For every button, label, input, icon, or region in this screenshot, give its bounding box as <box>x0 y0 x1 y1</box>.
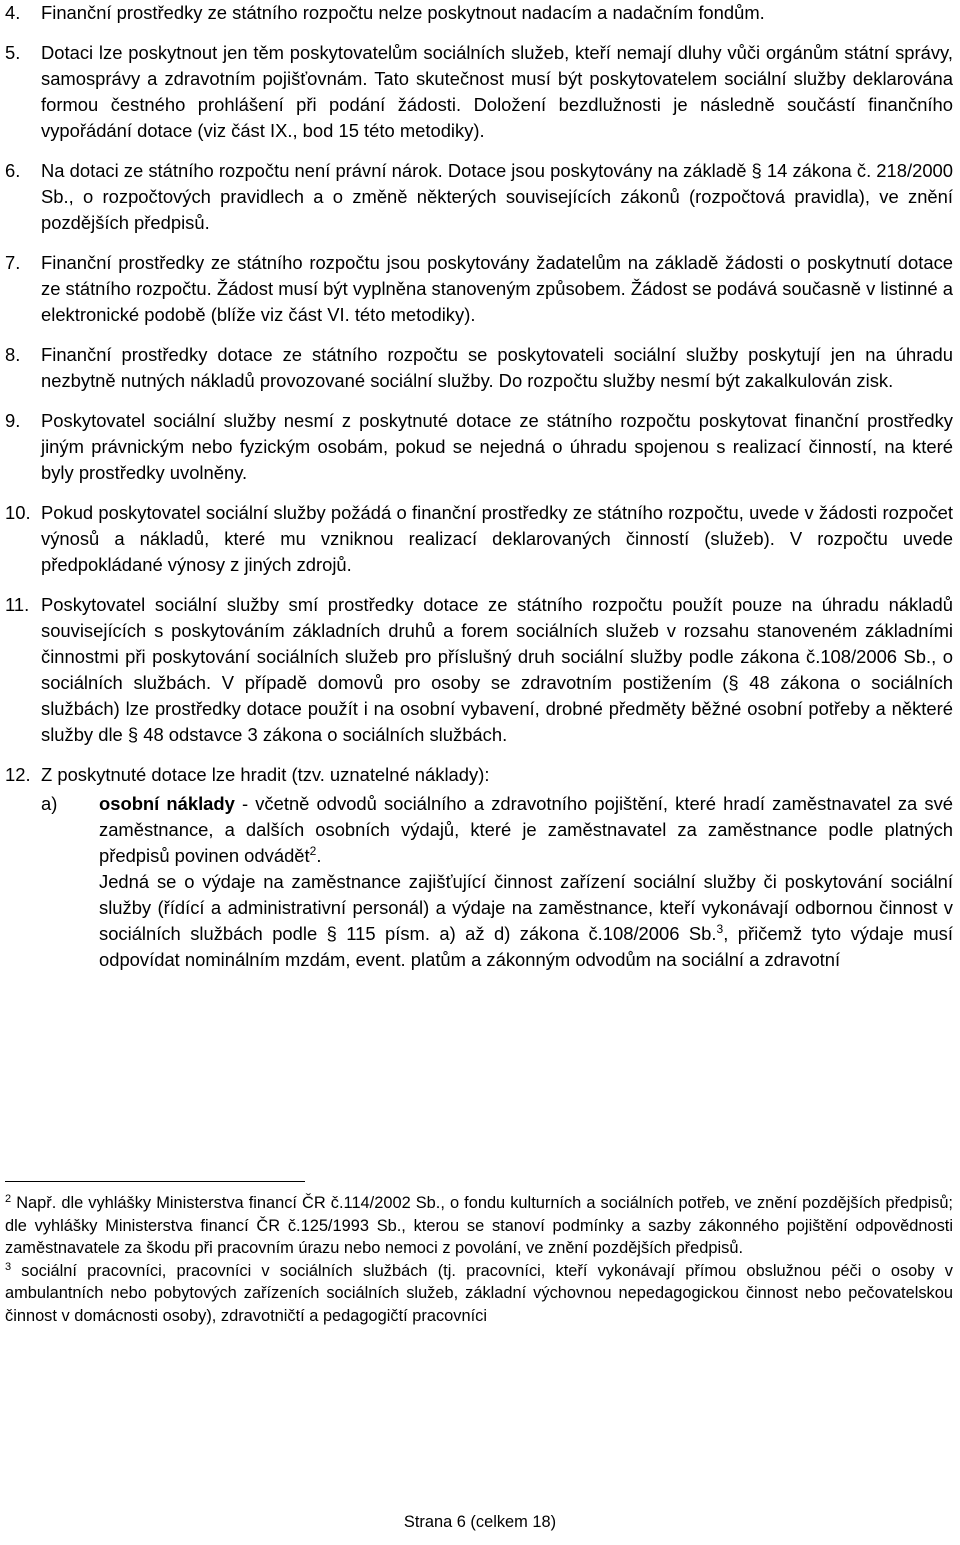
footnote-ref-2: 2 <box>309 844 317 858</box>
footnote-separator <box>5 1181 305 1182</box>
sub-item-end: . <box>316 845 322 866</box>
list-item <box>5 592 953 748</box>
item-text: Z poskytnuté dotace lze hradit (tzv. uznatelné náklady): <box>41 764 490 785</box>
list-item <box>5 158 953 236</box>
list-item <box>5 342 953 394</box>
item-text: Dotaci lze poskytnout jen těm poskytovatelům sociálních služeb, kteří nemají dluhy vůči orgánům státní správy, samosprávy a zdravotním pojišťovnám. Tato skutečnost musí být poskytovatelem sociální služby deklarována formou čestného prohlášení při podání žádosti. Doložení bezdlužnosti je následně součástí finančního vypořádání dotace (viz část IX., bod 15 této metodiky). <box>41 42 953 141</box>
item-number: 10. <box>5 502 31 523</box>
continuation-text: Jedná se o výdaje na zaměstnance zajišťující činnost zařízení sociální služby či poskytování sociální služby (řídící a administrativní personál) a výdaje na zaměstnance, kteří vykonávají odbornou činnost v sociálních službách podle § 115 písm. a) až d) zákona č.108/2006 Sb. <box>99 871 953 944</box>
item-text: Pokud poskytovatel sociální služby požádá o finanční prostředky ze státního rozpočtu, uvede v žádosti rozpočet výnosů a nákladů, které mu vzniknou realizací deklarovaných činností (služeb). V rozpočtu uvede předpokládané výnosy z jiných zdrojů. <box>41 502 953 575</box>
item-number: 9. <box>5 410 21 431</box>
footnote-3 <box>5 1260 953 1328</box>
item-text: Poskytovatel sociální služby smí prostředky dotace ze státního rozpočtu použít pouze na úhradu nákladů souvisejících s poskytováním základních druhů a forem sociálních služeb v rozsahu stanoveném základními činnostmi při poskytování sociálních služeb pro příslušný druh sociální služby podle zákona č.108/2006 Sb., o sociálních službách. V případě domovů pro osoby se zdravotním postižením (§ 48 zákona o sociálních službách) lze prostředky dotace použít i na osobní vybavení, drobné předměty běžné osobní potřeby a některé služby dle § 48 odstavce 3 zákona o sociálních službách. <box>41 594 953 745</box>
footnote-2 <box>5 1192 953 1260</box>
footnote-mark: 3 <box>5 1260 12 1273</box>
page-number: Strana 6 (celkem 18) <box>403 1513 557 1531</box>
item-text: Finanční prostředky ze státního rozpočtu jsou poskytovány žadatelům na základě žádosti o poskytnutí dotace ze státního rozpočtu. Žádost musí být vyplněna stanoveným způsobem. Žádost se podává současně v listinné a elektronické podobě (blíže viz část VI. této metodiky). <box>41 252 953 325</box>
item-text: Finanční prostředky ze státního rozpočtu nelze poskytnout nadacím a nadačním fondům. <box>41 2 765 23</box>
item-text: Na dotaci ze státního rozpočtu není právní nárok. Dotace jsou poskytovány na základě § 14 zákona č. 218/2000 Sb., o rozpočtových pravidlech a o změně některých souvisejících zákonů (rozpočtová pravidla), ve znění pozdějších předpisů. <box>41 160 953 233</box>
list-item <box>5 40 953 144</box>
sub-item-bold-term: osobní náklady <box>99 793 235 814</box>
footnote-text: sociální pracovníci, pracovníci v sociálních službách (tj. pracovníci, kteří vykonávají přímou obslužnou péči o osoby v ambulantních nebo pobytových zařízeních sociálních služeb, základní výchovnou nepedagogickou činnost nebo pečovatelskou činnost v domácnosti osoby), zdravotničtí a pedagogičtí pracovníci <box>5 1261 953 1325</box>
footnote-text: Např. dle vyhlášky Ministerstva financí ČR č.114/2002 Sb., o fondu kulturních a sociálních potřeb, ve znění pozdějších předpisů; dle vyhlášky Ministerstva financí ČR č.125/1993 Sb., kterou se stanoví podmínky a sazby zákonného pojištění odpovědnosti zaměstnavatele za škodu při pracovním úrazu nebo nemoci z povolání, ve znění pozdějších předpisů. <box>5 1194 953 1257</box>
sub-item-continuation <box>99 869 953 973</box>
footnote-mark: 2 <box>5 1193 12 1205</box>
item-number: 7. <box>5 252 21 273</box>
sub-item-label: a) <box>41 793 58 814</box>
item-number: 6. <box>5 160 21 181</box>
list-item <box>5 500 953 578</box>
sub-item-a <box>41 791 953 869</box>
item-number: 4. <box>5 2 21 23</box>
item-text: Finanční prostředky dotace ze státního rozpočtu se poskytovateli sociální služby poskytují jen na úhradu nezbytně nutných nákladů provozované sociální služby. Do rozpočtu služby nesmí být zakalkulován zisk. <box>41 344 953 391</box>
list-item <box>5 408 953 486</box>
item-number: 11. <box>5 594 30 615</box>
list-item-12 <box>5 762 953 788</box>
list-item <box>5 250 953 328</box>
continuation-end: , přičemž tyto výdaje musí odpovídat nominálním mzdám, event. platům a zákonným odvodům na sociální a zdravotní <box>99 923 953 970</box>
list-item <box>5 0 953 26</box>
item-text: Poskytovatel sociální služby nesmí z poskytnuté dotace ze státního rozpočtu poskytovat finanční prostředky jiným právnickým nebo fyzickým osobám, pokud se nejedná o úhradu spojenou s realizací činností, na které byly prostředky uvolněny. <box>41 410 953 483</box>
item-number: 12. <box>5 764 31 785</box>
sub-item-body: - včetně odvodů sociálního a zdravotního pojištění, které hradí zaměstnavatel za své zaměstnance, a dalších osobních výdajů, které je zaměstnavatel za zaměstnance podle platných předpisů povinen odvádět <box>99 793 953 866</box>
footnote-ref-3: 3 <box>716 922 724 936</box>
item-number: 5. <box>5 42 21 63</box>
sub-item-text <box>99 791 953 869</box>
footnotes <box>5 1192 953 1327</box>
item-number: 8. <box>5 344 21 365</box>
